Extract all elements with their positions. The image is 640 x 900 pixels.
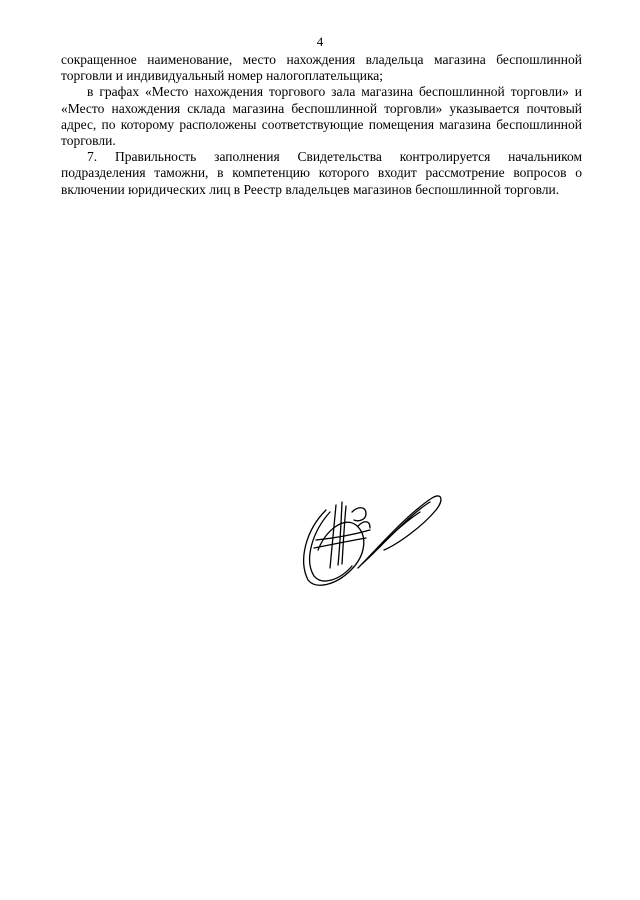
text-line: беспошлинной торговли и индивидуальный номер налогоплательщика;	[61, 52, 582, 84]
paragraph-owner-name	[61, 52, 582, 84]
text-line: сокращенное наименование, место нахождения владельца магазина	[61, 52, 486, 67]
text-line: 7. Правильность заполнения Свидетельства контролируется начальником	[87, 149, 582, 165]
text-line: указывается почтовый адрес, по которому расположены соответствующие	[61, 100, 583, 132]
text-line: торговли.	[504, 181, 560, 197]
paragraph-item-7	[61, 149, 582, 198]
text-line: о включении юридических лиц в Реестр владельцев магазинов беспошлинной	[61, 165, 583, 197]
text-line: помещения магазина беспошлинной торговли.	[61, 116, 583, 149]
text-line: в графах «Место нахождения торгового зала магазина беспошлинной	[87, 84, 505, 100]
document-body	[61, 52, 582, 198]
paragraph-postal-address	[61, 84, 582, 149]
text-line: подразделения таможни, в компетенцию которого входит рассмотрение вопросов	[61, 165, 567, 181]
text-line: торговли» и «Место нахождения склада магазина беспошлинной торговли»	[61, 84, 583, 116]
handwritten-signature-icon	[296, 490, 446, 590]
page-number: 4	[316, 34, 324, 49]
